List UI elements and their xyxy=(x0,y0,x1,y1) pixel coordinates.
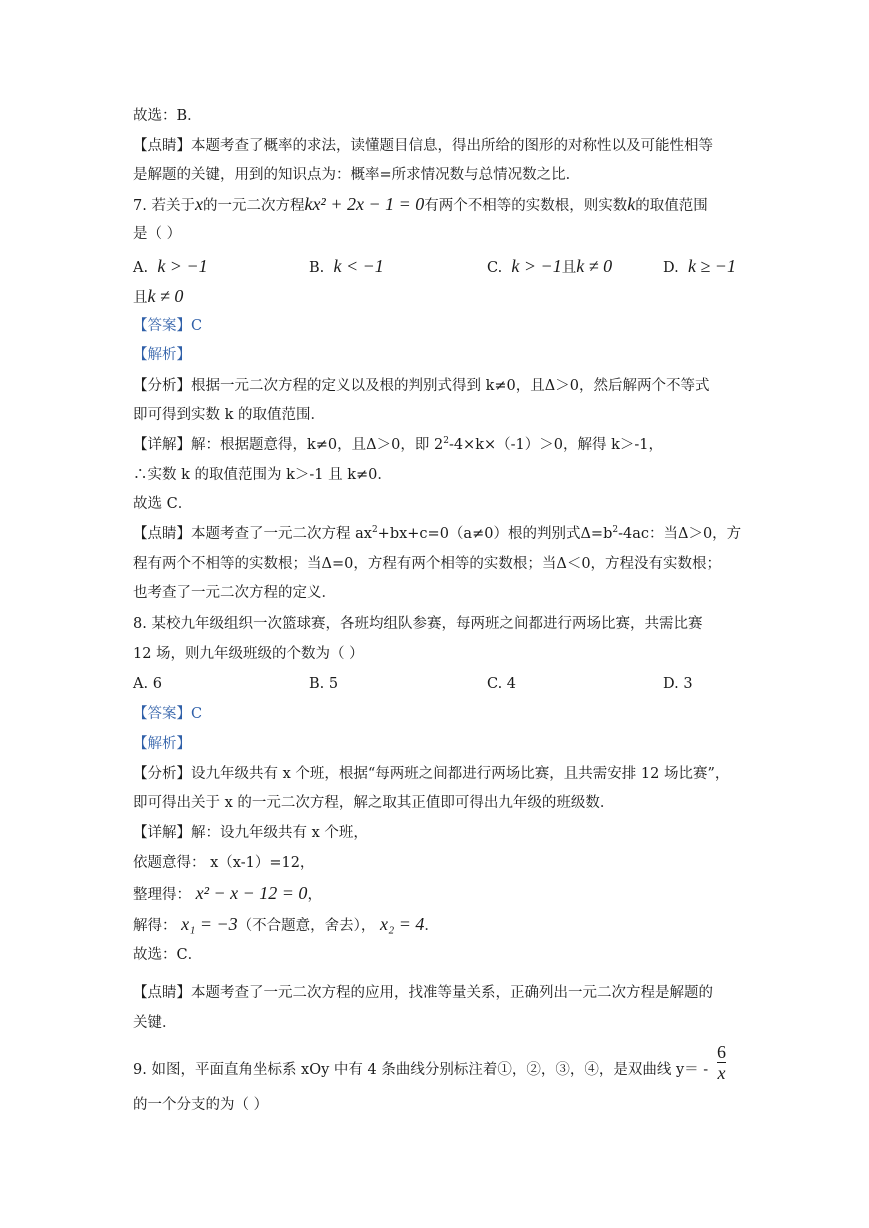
text-line: 【分析】根据一元二次方程的定义以及根的判别式得到 k≠0，且Δ＞0，然后解两个不等式 xyxy=(133,378,710,394)
text-line: 即可得到实数 k 的取值范围． xyxy=(133,407,326,423)
text-line: 解得： x₁ = −3（不合题意，舍去）， x₂ = 4． xyxy=(133,914,439,934)
fraction: 6 x xyxy=(717,1042,726,1083)
text-line: 故选：B． xyxy=(133,108,202,124)
question-7-stem: 7. 若关于x的一元二次方程kx² + 2x − 1 = 0有两个不相等的实数根，则实数k的取值范围 xyxy=(133,194,708,214)
option-d: D. k ≥ −1 xyxy=(663,256,736,276)
option-c: C. 4 xyxy=(487,676,517,692)
option-b: B. k < −1 xyxy=(309,256,384,276)
option-a: A. k > −1 xyxy=(133,256,208,276)
text-line: 依题意得： x（x-1）=12， xyxy=(133,855,315,871)
text-line: 【详解】解：设九年级共有 x 个班， xyxy=(133,825,368,841)
text-line: 关键． xyxy=(133,1015,177,1031)
text-line: 12 场，则九年级班级的个数为（ ） xyxy=(133,646,364,662)
text-line: 故选：C． xyxy=(133,947,203,963)
text-line: 【点睛】本题考查了概率的求法，读懂题目信息，得出所给的图形的对称性以及可能性相等 xyxy=(133,138,713,154)
text-line: 也考查了一元二次方程的定义． xyxy=(133,585,336,601)
text-line: ∴实数 k 的取值范围为 k＞-1 且 k≠0． xyxy=(133,467,392,483)
question-8-stem: 8. 某校九年级组织一次篮球赛，各班均组队参赛，每两班之间都进行两场比赛，共需比赛 xyxy=(133,616,703,632)
text-line: 是（ ） xyxy=(133,226,182,242)
text-line: 是解题的关键，用到的知识点为：概率=所求情况数与总情况数之比． xyxy=(133,167,581,183)
text-line: 【点睛】本题考查了一元二次方程 $ax^2+bx+c=0(a\ne 0)$根的判别式$\Delta=b^2-4ac$：当Δ＞0，方 xyxy=(133,525,742,542)
equation: kx² + 2x − 1 = 0 xyxy=(304,194,425,214)
option-a: A. 6 xyxy=(133,676,162,692)
text-line: 整理得： x² − x − 12 = 0， xyxy=(133,883,322,903)
text-line: 【分析】设九年级共有 x 个班，根据“每两班之间都进行两场比赛，且共需安排 12 场比赛”， xyxy=(133,766,730,782)
option-b: B. 5 xyxy=(309,676,339,692)
text-line: 即可得出关于 x 的一元二次方程，解之取其正值即可得出九年级的班级数． xyxy=(133,795,615,811)
text-line: 【点睛】本题考查了一元二次方程的应用，找准等量关系，正确列出一元二次方程是解题的 xyxy=(133,985,713,1001)
option-d: D. 3 xyxy=(663,676,693,692)
option-d-continued: 且k ≠ 0 xyxy=(133,286,184,306)
analysis-label: 【解析】 xyxy=(133,736,191,752)
analysis-label: 【解析】 xyxy=(133,347,191,363)
question-9-stem: 9. 如图，平面直角坐标系 xOy 中有 4 条曲线分别标注着①，②，③，④，是双曲线 y＝ - 6 x xyxy=(133,1042,726,1083)
text-line: 故选 C． xyxy=(133,496,193,512)
text-line: 程有两个不相等的实数根；当Δ=0，方程有两个相等的实数根；当Δ＜0，方程没有实数根； xyxy=(133,556,722,572)
answer-label: 【答案】C xyxy=(133,318,203,334)
text-line: 【详解】解：根据题意得，k≠0，且Δ＞0，即 $2^2-4\times k\times(-1)>0$，解得 k＞-1， xyxy=(133,436,664,453)
option-c: C. k > −1且k ≠ 0 xyxy=(487,256,613,276)
answer-label: 【答案】C xyxy=(133,706,203,722)
text-line: 的一个分支的为（ ） xyxy=(133,1097,269,1113)
